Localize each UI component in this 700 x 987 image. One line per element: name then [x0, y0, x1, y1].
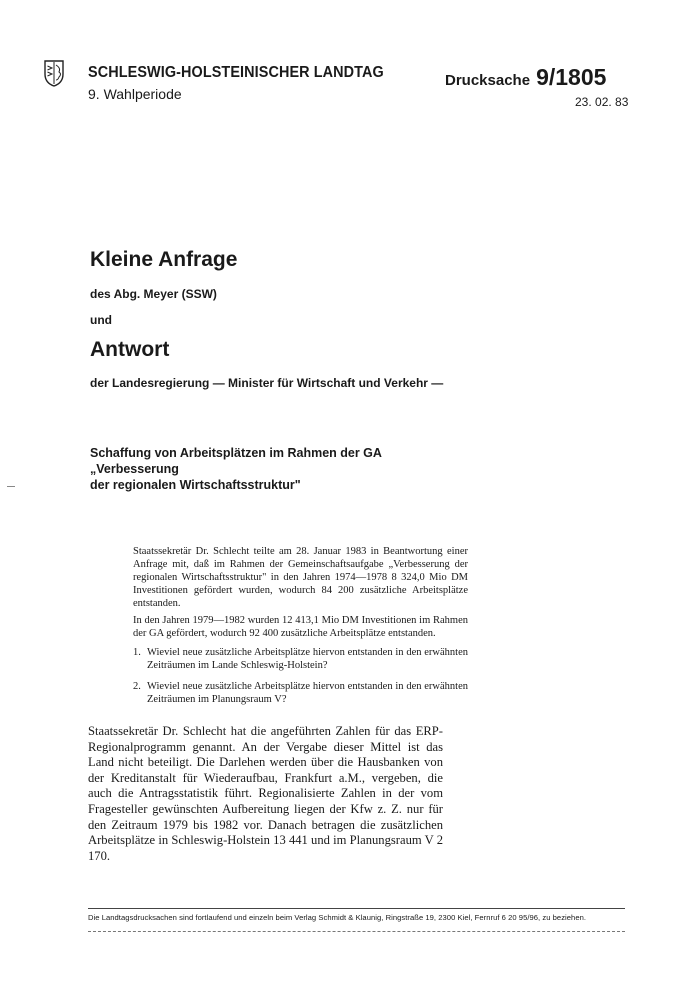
question-text — [133, 545, 468, 714]
subject-line-1: Schaffung von Arbeitsplätzen im Rahmen der GA „Verbesserung — [90, 446, 382, 476]
author-line: des Abg. Meyer (SSW) — [90, 287, 217, 301]
question-paragraph-2: In den Jahren 1979—1982 wurden 12 413,1 Mio DM Investitionen im Rahmen der GA gefördert, wodurch 92 400 zusätzliche Arbeitsplätze entstanden. — [133, 615, 468, 639]
coat-of-arms-icon — [43, 59, 65, 87]
document-type-label: Drucksache — [445, 72, 531, 89]
parliament-name: SCHLESWIG-HOLSTEINISCHER LANDTAG — [88, 64, 384, 81]
respondent-line: der Landesregierung — Minister für Wirtschaft und Verkehr — — [90, 376, 444, 390]
margin-mark — [7, 486, 15, 487]
footer-rule-bottom — [88, 931, 625, 932]
question-item-text: Wieviel neue zusätzliche Arbeitsplätze hiervon entstanden in den erwähnten Zeiträumen im Lande Schleswig-Holstein? — [147, 647, 468, 671]
question-paragraph-1: Staatssekretär Dr. Schlecht teilte am 28. Januar 1983 in Beantwortung einer Anfrage mit, daß im Rahmen der Gemeinschaftsaufgabe „Verbesserung der regionalen Wirtschaftsstruktur" in den Jahren 1974—1978 8 324,0 Mio DM Investitionen gefördert wurden, wodurch 84 200 zusätzliche Arbeitsplätze entstanden. — [133, 546, 468, 609]
question-item — [133, 680, 468, 706]
document-number-block — [445, 64, 606, 91]
legislative-period: 9. Wahlperiode — [88, 86, 182, 102]
document-date: 23. 02. 83 — [575, 95, 629, 109]
subject-heading — [90, 445, 470, 493]
question-list — [133, 646, 468, 706]
question-item-text: Wieviel neue zusätzliche Arbeitsplätze hiervon entstanden in den erwähnten Zeiträumen im Planungsraum V? — [147, 681, 468, 705]
question-item-number: 2. — [133, 681, 141, 692]
question-item — [133, 646, 468, 672]
document-number: 9/1805 — [536, 64, 607, 90]
question-item-number: 1. — [133, 647, 141, 658]
subject-line-2: der regionalen Wirtschaftsstruktur" — [90, 478, 301, 492]
und-line: und — [90, 313, 112, 327]
antwort-heading: Antwort — [90, 338, 170, 361]
answer-text: Staatssekretär Dr. Schlecht hat die angeführten Zahlen für das ERP-Regionalprogramm genannt. An der Vergabe dieser Mittel ist das Land nicht beteiligt. Die Darlehen werden über die Hausbanken von der Kreditanstalt für Wiederaufbau, Frankfurt a.M., vergeben, die auch die Antragsstatistik führt. Regionalisierte Zahlen in der vom Fragesteller gewünschten Aufbereitung liegen der Kfw z. Z. nur für den Zeitraum 1979 bis 1982 vor. Danach betragen die zusätzlichen Arbeitsplätze in Schleswig-Holstein 13 441 und im Planungsraum V 2 170. — [88, 724, 443, 863]
kleine-anfrage-heading: Kleine Anfrage — [90, 248, 238, 271]
footer-rule-top — [88, 908, 625, 909]
footer-note: Die Landtagsdrucksachen sind fortlaufend und einzeln beim Verlag Schmidt & Klaunig, Ringstraße 19, 2300 Kiel, Fernruf 6 20 95/96, zu beziehen. — [88, 913, 587, 922]
